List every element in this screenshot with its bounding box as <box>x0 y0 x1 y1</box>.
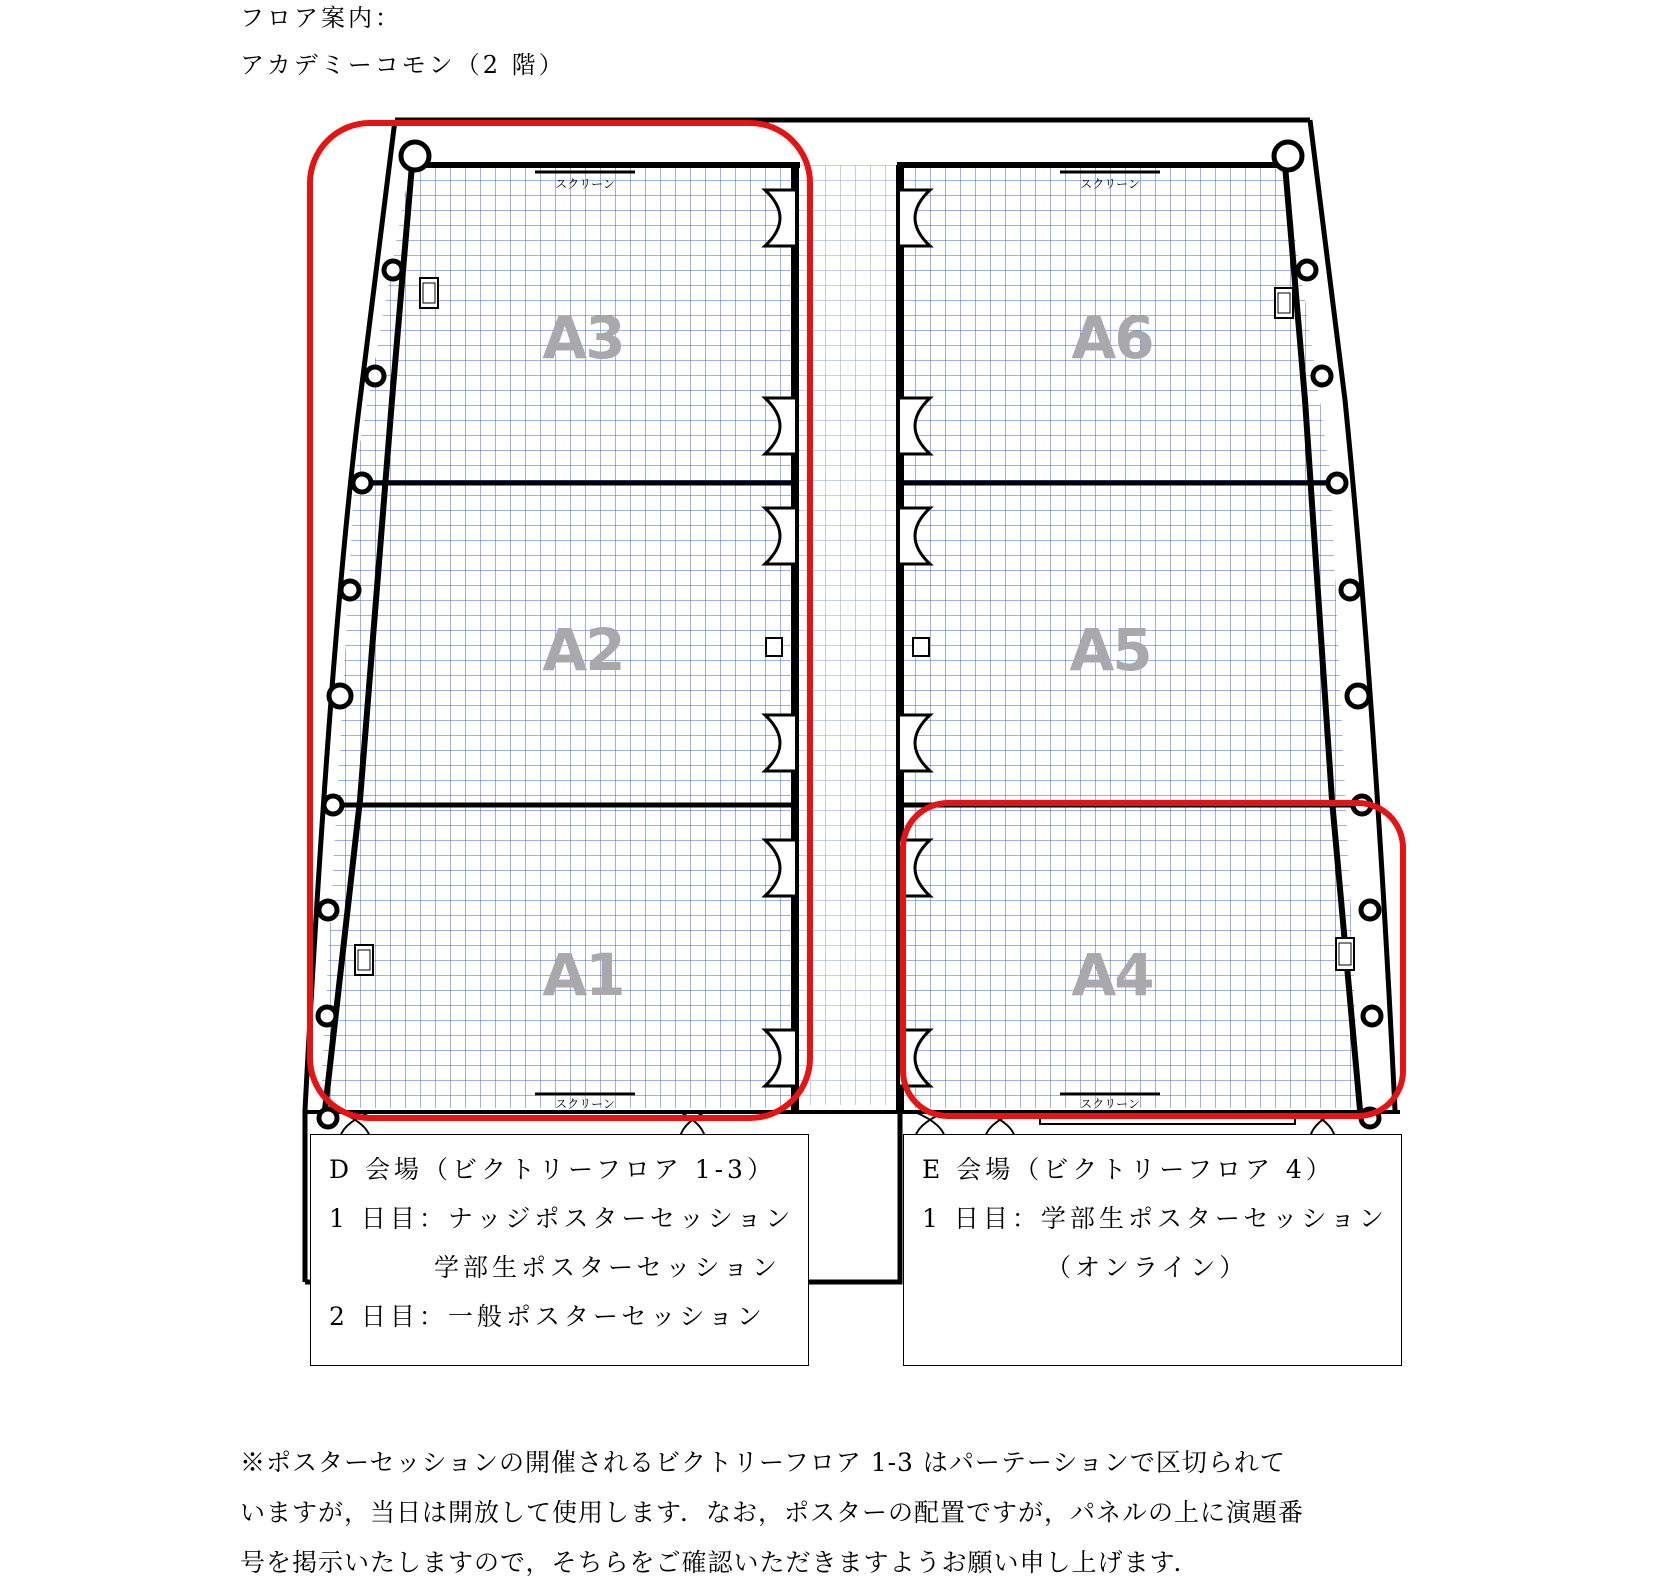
footnote <box>240 1438 1420 1588</box>
screen-label-a1: スクリーン <box>555 1097 615 1111</box>
room-label-a3: A3 <box>542 304 624 372</box>
venue-e-title: E 会場（ビクトリーフロア 4） <box>922 1155 1335 1184</box>
venue-e-info <box>903 1134 1402 1366</box>
venue-d-day2: 2 日目：一般ポスターセッション <box>329 1302 766 1331</box>
room-label-a2: A2 <box>542 616 624 684</box>
screen-label-a4: スクリーン <box>1080 1097 1140 1111</box>
venue-d-day1: 1 日目：ナッジポスターセッション <box>329 1204 795 1233</box>
floor-guide-title: フロア案内： <box>240 4 402 32</box>
venue-d-title: D 会場（ビクトリーフロア 1-3） <box>329 1155 776 1184</box>
room-label-a1: A1 <box>542 941 624 1009</box>
room-label-a4: A4 <box>1071 941 1153 1009</box>
footnote-line-2: いますが，当日は開放して使用します．なお，ポスターの配置ですが，パネルの上に演題番 <box>240 1498 1305 1527</box>
screen-label-a3: スクリーン <box>555 177 615 191</box>
corridor-grid <box>800 165 897 1105</box>
footnote-line-3: 号を掲示いたしますので，そちらをご確認いただきますようお願い申し上げます． <box>240 1548 1200 1577</box>
screen-label-a6: スクリーン <box>1080 177 1140 191</box>
building-floor-title: アカデミーコモン（2 階） <box>240 51 566 79</box>
venue-d-info <box>310 1134 809 1366</box>
venue-d-day1-undergrad: 学部生ポスターセッション <box>434 1253 782 1282</box>
room-label-a5: A5 <box>1069 616 1151 684</box>
venue-e-day1: 1 日目：学部生ポスターセッション <box>922 1204 1388 1233</box>
footnote-line-1: ※ポスターセッションの開催されるビクトリーフロア 1-3 はパーテーションで区切られて <box>240 1448 1286 1477</box>
room-label-a6: A6 <box>1071 304 1153 372</box>
venue-e-online: （オンライン） <box>1046 1253 1249 1282</box>
